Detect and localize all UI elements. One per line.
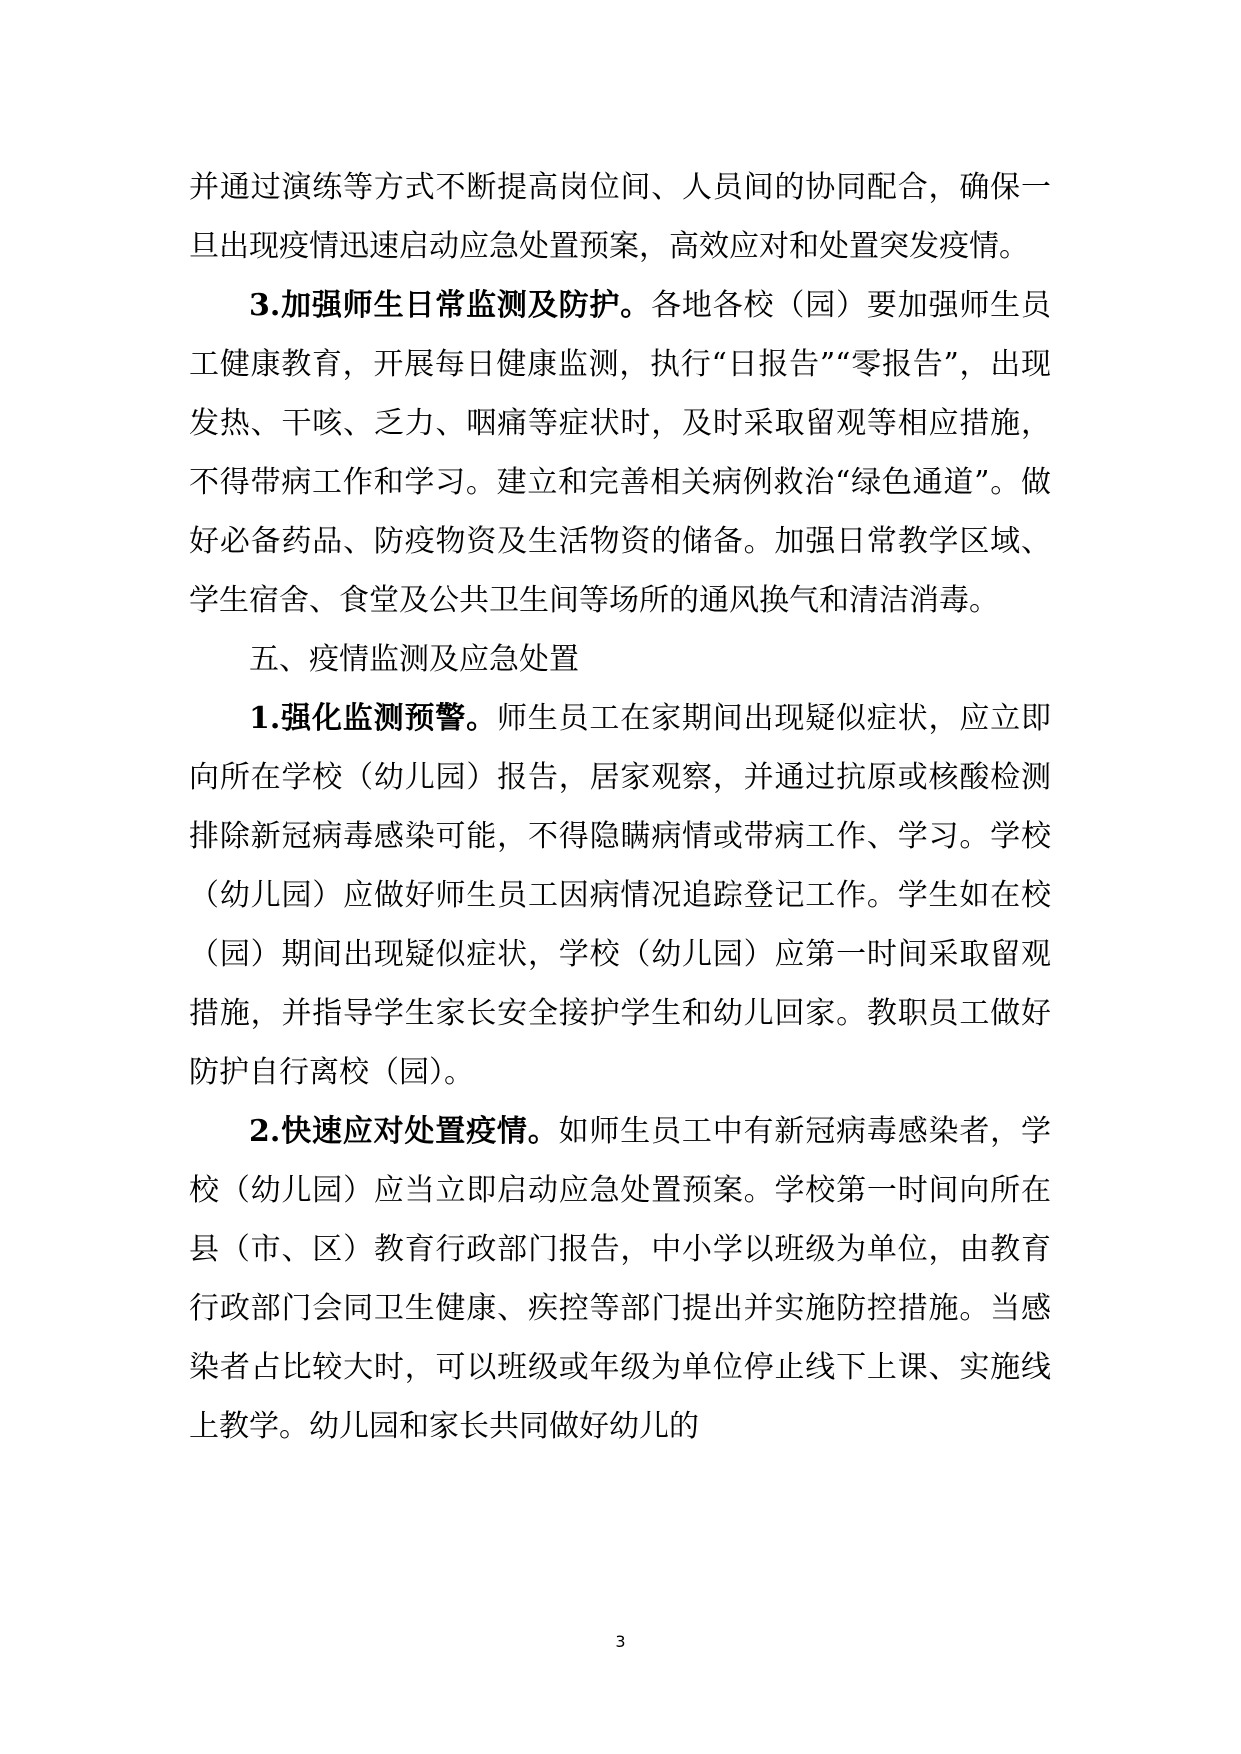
paragraph-lead: 2.快速应对处置疫情。 (249, 1114, 559, 1149)
paragraph-continuation (189, 158, 1051, 276)
paragraph-monitoring-warning (189, 689, 1051, 1102)
paragraph-rapid-response (189, 1102, 1051, 1456)
paragraph-lead: 1.强化监测预警。 (249, 701, 497, 736)
paragraph-daily-monitoring (189, 276, 1051, 630)
page-number: 3 (615, 1632, 626, 1651)
paragraph-text: 并通过演练等方式不断提高岗位间、人员间的协同配合，确保一旦出现疫情迅速启动应急处置预案，高效应对和处置突发疫情。 (189, 170, 1051, 264)
paragraph-text: 各地各校（园）要加强师生员工健康教育，开展每日健康监测，执行“日报告”“零报告”，出现发热、干咳、乏力、咽痛等症状时，及时采取留观等相应措施，不得带病工作和学习。建立和完善相关病例救治“绿色通道”。做好必备药品、防疫物资及生活物资的储备。加强日常教学区域、学生宿舍、食堂及公共卫生间等场所的通风换气和清洁消毒。 (189, 288, 1052, 618)
paragraph-text: 师生员工在家期间出现疑似症状，应立即向所在学校（幼儿园）报告，居家观察，并通过抗原或核酸检测排除新冠病毒感染可能，不得隐瞒病情或带病工作、学习。学校（幼儿园）应做好师生员工因病情况追踪登记工作。学生如在校（园）期间出现疑似症状，学校（幼儿园）应第一时间采取留观措施，并指导学生家长安全接护学生和幼儿回家。教职员工做好防护自行离校（园）。 (189, 701, 1051, 1090)
document-body (189, 158, 1051, 1456)
paragraph-text: 如师生员工中有新冠病毒感染者，学校（幼儿园）应当立即启动应急处置预案。学校第一时间向所在县（市、区）教育行政部门报告，中小学以班级为单位，由教育行政部门会同卫生健康、疾控等部门提出并实施防控措施。当感染者占比较大时，可以班级或年级为单位停止线下上课、实施线上教学。幼儿园和家长共同做好幼儿的 (189, 1114, 1051, 1444)
section-heading: 五、疫情监测及应急处置 (249, 642, 579, 677)
paragraph-lead: 3.加强师生日常监测及防护。 (249, 288, 652, 323)
